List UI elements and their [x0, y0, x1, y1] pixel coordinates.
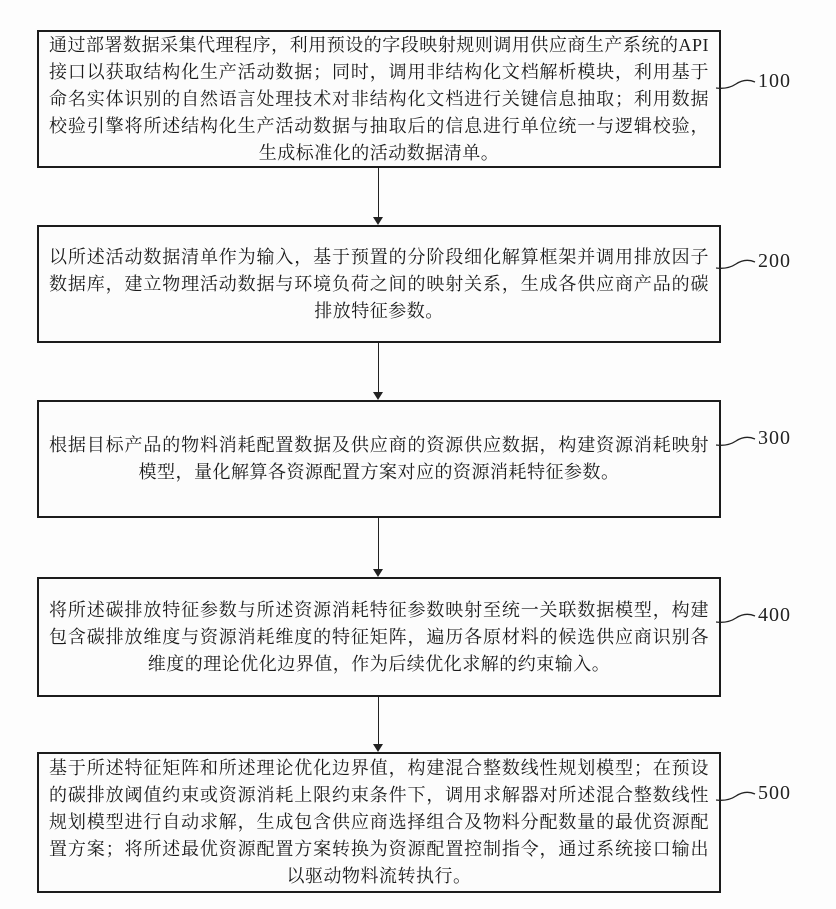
ref-label-500 [716, 782, 791, 804]
arrow-head-icon [373, 744, 383, 752]
step-box-1 [37, 30, 721, 168]
ref-leader-line [716, 786, 756, 804]
ref-leader-line [716, 431, 756, 449]
arrow-head-icon [373, 569, 383, 577]
step-box-3 [37, 400, 721, 518]
ref-leader-line [716, 74, 756, 92]
ref-label-400 [716, 604, 791, 626]
ref-number: 100 [758, 70, 791, 92]
flow-arrow-1 [373, 168, 384, 225]
ref-leader-line [716, 254, 756, 272]
arrow-shaft [378, 697, 379, 746]
step-4-text: 将所述碳排放特征参数与所述资源消耗特征参数映射至统一关联数据模型，构建包含碳排放维度与资源消耗维度的特征矩阵，遍历各原材料的候选供应商识别各维度的理论优化边界值，作为后续优化求解的约束输入。 [49, 599, 709, 674]
step-2-text: 以所述活动数据清单作为输入，基于预置的分阶段细化解算框架并调用排放因子数据库，建立物理活动数据与环境负荷之间的映射关系，生成各供应商产品的碳排放特征参数。 [49, 246, 709, 321]
ref-label-100 [716, 70, 791, 92]
ref-leader-line [716, 608, 756, 626]
arrow-head-icon [373, 217, 383, 225]
arrow-shaft [378, 168, 379, 219]
ref-label-200 [716, 250, 791, 272]
ref-label-300 [716, 427, 791, 449]
step-box-4 [37, 577, 721, 697]
step-5-text: 基于所述特征矩阵和所述理论优化边界值，构建混合整数线性规划模型；在预设的碳排放阈值约束或资源消耗上限约束条件下，调用求解器对所述混合整数线性规划模型进行自动求解，生成包含供应商选择组合及物料分配数量的最优资源配置方案；将所述最优资源配置方案转换为资源配置控制指令，通过系统接口输出以驱动物料流转执行。 [49, 758, 709, 886]
arrow-shaft [378, 343, 379, 394]
ref-number: 400 [758, 604, 791, 626]
step-1-text: 通过部署数据采集代理程序，利用预设的字段映射规则调用供应商生产系统的API接口以获取结构化生产活动数据；同时，调用非结构化文档解析模块，利用基于命名实体识别的自然语言处理技术对非结构化文档进行关键信息抽取；利用数据校验引擎将所述结构化生产活动数据与抽取后的信息进行单位统一与逻辑校验，生成标准化的活动数据清单。 [49, 34, 709, 163]
step-3-text: 根据目标产品的物料消耗配置数据及供应商的资源供应数据，构建资源消耗映射模型，量化解算各资源配置方案对应的资源消耗特征参数。 [49, 435, 709, 482]
ref-number: 300 [758, 427, 791, 449]
ref-number: 200 [758, 250, 791, 272]
step-box-5 [37, 752, 721, 893]
arrow-shaft [378, 518, 379, 571]
step-box-2 [37, 225, 721, 343]
ref-number: 500 [758, 782, 791, 804]
flow-arrow-3 [373, 518, 384, 577]
flow-arrow-2 [373, 343, 384, 400]
arrow-head-icon [373, 392, 383, 400]
flow-arrow-4 [373, 697, 384, 752]
